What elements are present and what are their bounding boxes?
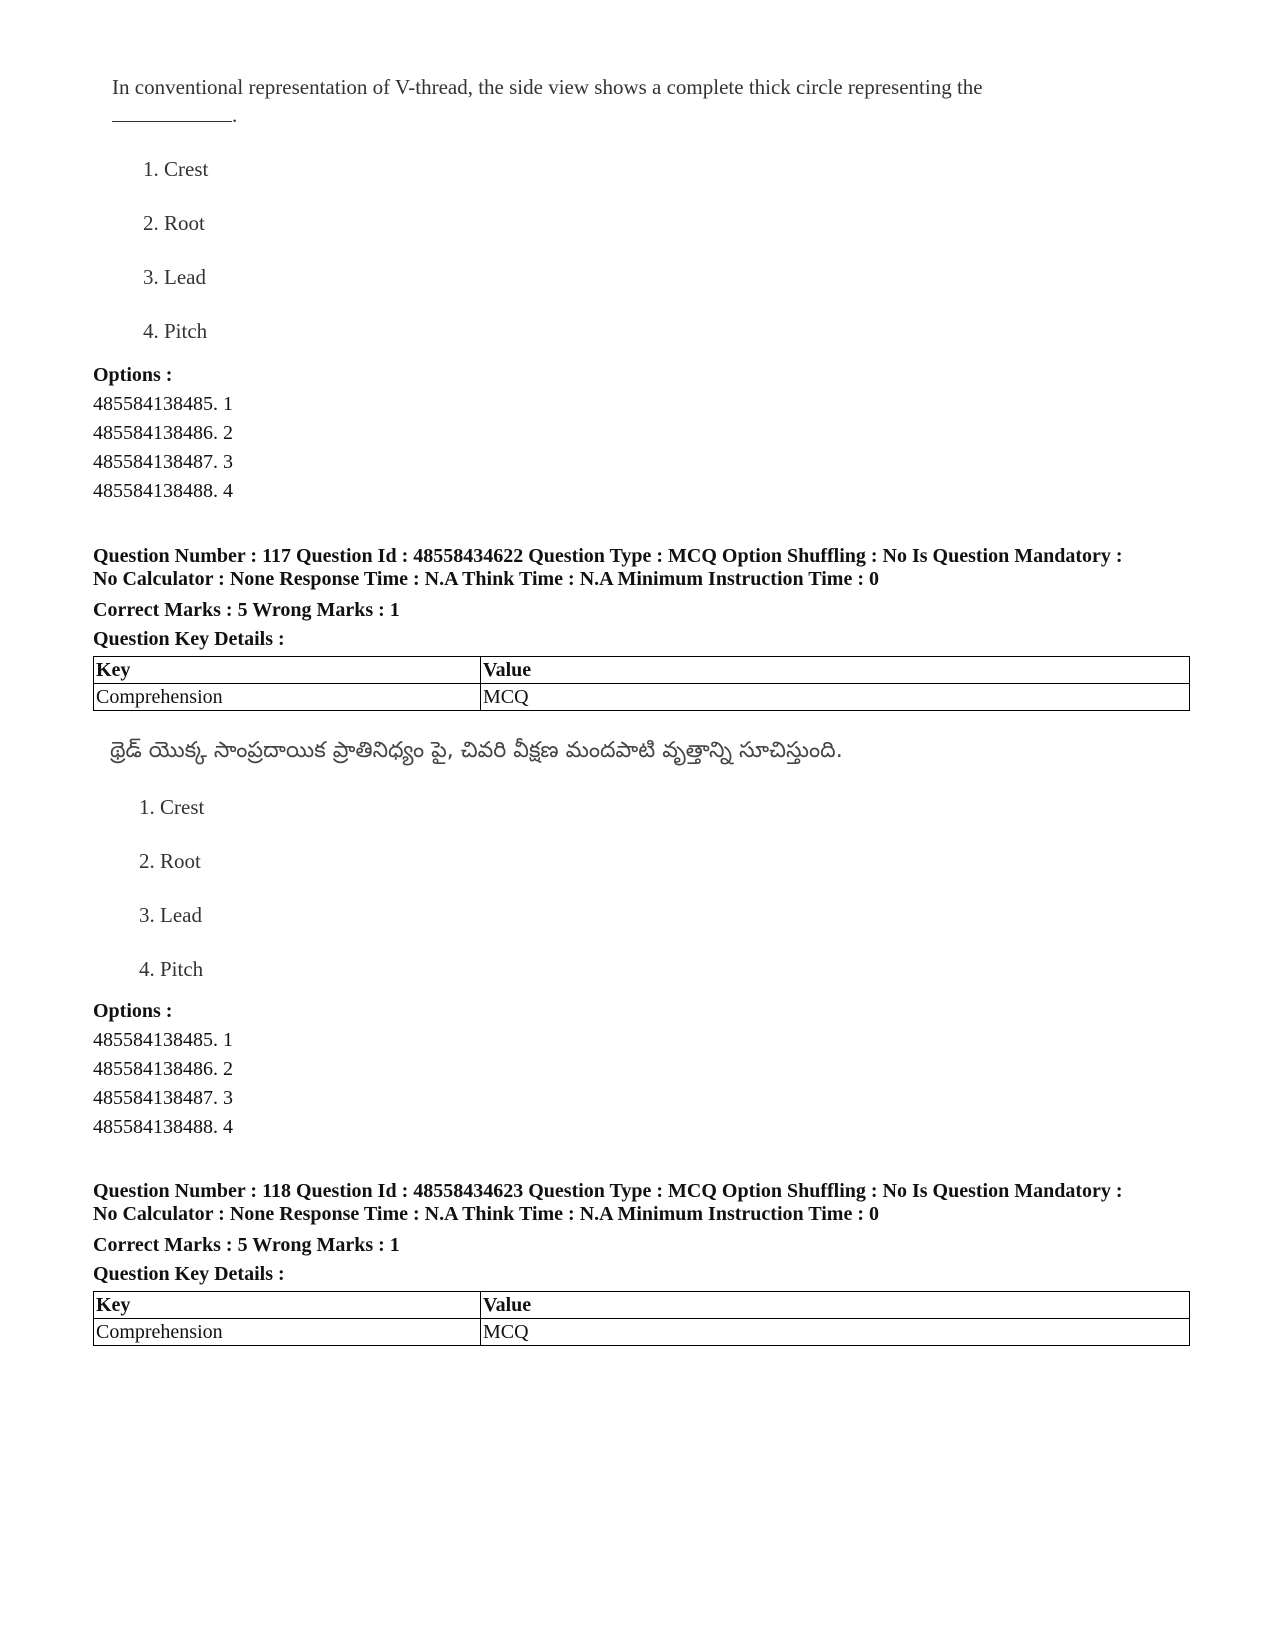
choice-item: 4. Pitch	[143, 319, 208, 343]
choice-item: 3. Lead	[139, 903, 202, 927]
option-line: 485584138485. 1	[93, 1029, 233, 1051]
table-header-row	[94, 1292, 1190, 1319]
key-details-label-117: Question Key Details :	[93, 628, 285, 650]
option-line: 485584138487. 3	[93, 451, 233, 473]
table-cell-key: Comprehension	[94, 684, 481, 711]
choice-item: 4. Pitch	[139, 957, 204, 981]
answer-blank: .	[112, 103, 237, 128]
table-cell-value: MCQ	[481, 684, 1190, 711]
options-label: Options :	[93, 1000, 173, 1022]
choice-item: 3. Lead	[143, 265, 206, 289]
table-row	[94, 684, 1190, 711]
option-line: 485584138488. 4	[93, 480, 233, 502]
key-details-table-117	[93, 656, 1190, 711]
table-header-key: Key	[94, 657, 481, 684]
option-line: 485584138488. 4	[93, 1116, 233, 1138]
choice-item: 2. Root	[139, 849, 201, 873]
options-label: Options :	[93, 364, 173, 386]
table-header-key: Key	[94, 1292, 481, 1319]
table-cell-key: Comprehension	[94, 1319, 481, 1346]
question-meta-118: Question Number : 118 Question Id : 48558434623 Question Type : MCQ Option Shuffling : No Is Question Mandatory : No Calculator : None Response Time : N.A Think Time : N.A Minimum Instruction Time : 0	[93, 1180, 1123, 1225]
option-line: 485584138485. 1	[93, 393, 233, 415]
choice-item: 2. Root	[143, 211, 205, 235]
table-row	[94, 1319, 1190, 1346]
table-header-row	[94, 657, 1190, 684]
question-text-english: In conventional representation of V-thread, the side view shows a complete thick circle representing the	[112, 75, 983, 99]
blank-line	[112, 121, 232, 122]
option-line: 485584138486. 2	[93, 422, 233, 444]
question-text-telugu: థ్రెడ్ యొక్క సాంప్రదాయిక ప్రాతినిధ్యం పై, చివరి వీక్షణ మందపాటి వృత్తాన్ని సూచిస్తుంది.	[110, 738, 843, 763]
option-line: 485584138486. 2	[93, 1058, 233, 1080]
option-line: 485584138487. 3	[93, 1087, 233, 1109]
choice-item: 1. Crest	[143, 157, 209, 181]
table-header-value: Value	[481, 657, 1190, 684]
table-header-value: Value	[481, 1292, 1190, 1319]
key-details-label-118: Question Key Details :	[93, 1263, 285, 1285]
choice-item: 1. Crest	[139, 795, 205, 819]
table-cell-value: MCQ	[481, 1319, 1190, 1346]
marks-117: Correct Marks : 5 Wrong Marks : 1	[93, 599, 400, 621]
question-meta-117: Question Number : 117 Question Id : 48558434622 Question Type : MCQ Option Shuffling : No Is Question Mandatory : No Calculator : None Response Time : N.A Think Time : N.A Minimum Instruction Time : 0	[93, 545, 1123, 590]
marks-118: Correct Marks : 5 Wrong Marks : 1	[93, 1234, 400, 1256]
key-details-table-118	[93, 1291, 1190, 1346]
